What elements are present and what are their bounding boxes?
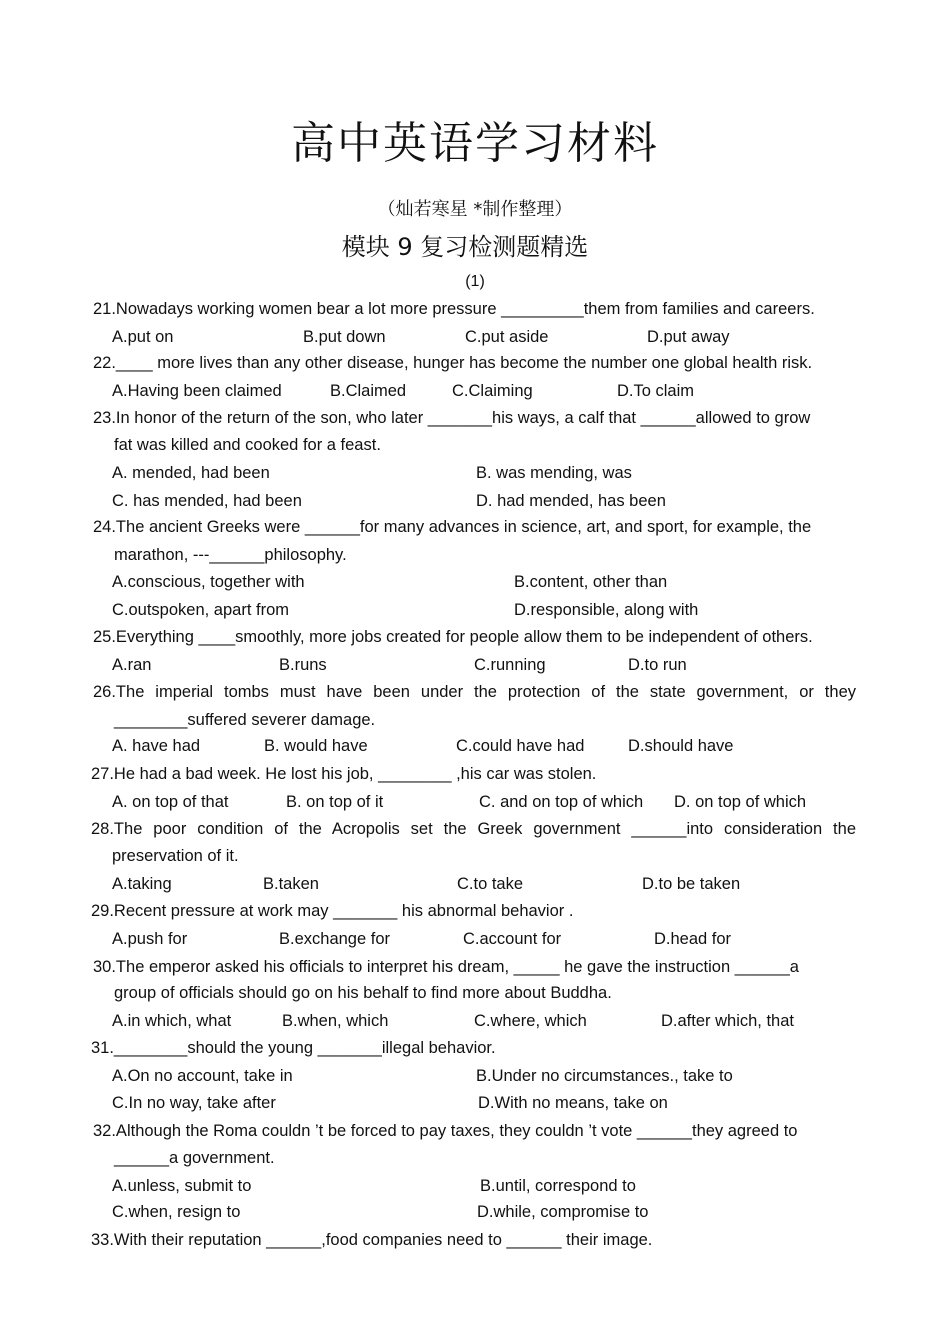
question-29-option-d: D.head for [654, 930, 732, 948]
question-26-option-c: C.could have had [456, 737, 585, 755]
question-27-option-b: B. on top of it [286, 793, 384, 811]
question-21-option-b: B.put down [303, 328, 386, 346]
question-23-option-a: A. mended, had been [112, 464, 270, 482]
question-32-option-b: B.until, correspond to [480, 1177, 636, 1195]
question-30-stem-line-2: group of officials should go on his behalf to find more about Buddha. [114, 984, 612, 1002]
question-25-option-b: B.runs [279, 656, 327, 674]
document-title: 高中英语学习材料 [291, 118, 659, 169]
question-26-stem-line-1: 26.The imperial tombs must have been under the protection of the state government, or they [93, 683, 856, 701]
question-29-stem: 29.Recent pressure at work may _______ his abnormal behavior . [91, 902, 574, 920]
question-21-option-a: A.put on [112, 328, 174, 346]
question-22-option-c: C.Claiming [452, 382, 533, 400]
question-30-option-b: B.when, which [282, 1012, 389, 1030]
question-24-stem-line-1: 24.The ancient Greeks were ______for many advances in science, art, and sport, for example, the [93, 518, 812, 536]
question-24-option-a: A.conscious, together with [112, 573, 305, 591]
question-32-option-c: C.when, resign to [112, 1203, 241, 1221]
question-28-option-b: B.taken [263, 875, 319, 893]
question-26-option-b: B. would have [264, 737, 368, 755]
question-22-option-a: A.Having been claimed [112, 382, 282, 400]
question-23-option-d: D. had mended, has been [476, 492, 666, 510]
question-32-stem-line-2: ______a government. [114, 1149, 275, 1167]
question-28-option-d: D.to be taken [642, 875, 741, 893]
question-28-option-c: C.to take [457, 875, 524, 893]
question-25-option-c: C.running [474, 656, 546, 674]
question-29-option-a: A.push for [112, 930, 188, 948]
question-22-option-b: B.Claimed [330, 382, 407, 400]
question-31-option-d: D.With no means, take on [478, 1094, 668, 1112]
question-33-stem: 33.With their reputation ______,food companies need to ______ their image. [91, 1231, 653, 1249]
question-26-option-d: D.should have [628, 737, 734, 755]
question-23-option-b: B. was mending, was [476, 464, 632, 482]
section-title: 模块 9 复习检测题精选 [341, 233, 589, 261]
question-27-option-d: D. on top of which [674, 793, 807, 811]
question-27-option-a: A. on top of that [112, 793, 229, 811]
question-27-option-c: C. and on top of which [479, 793, 644, 811]
question-26-stem-line-2: ________suffered severer damage. [114, 711, 376, 729]
credit-line: （灿若寒星 *制作整理） [377, 199, 573, 220]
question-32-option-a: A.unless, submit to [112, 1177, 252, 1195]
question-23-option-c: C. has mended, had been [112, 492, 302, 510]
question-23-stem-line-1: 23.In honor of the return of the son, who later _______his ways, a calf that ______allowed to grow [93, 409, 811, 427]
question-25-stem: 25.Everything ____smoothly, more jobs created for people allow them to be independent of others. [93, 628, 813, 646]
question-25-option-a: A.ran [112, 656, 152, 674]
question-24-stem-line-2: marathon, ---______philosophy. [114, 546, 347, 564]
question-22-stem: 22.____ more lives than any other disease, hunger has become the number one global health risk. [93, 354, 813, 372]
question-30-option-d: D.after which, that [661, 1012, 794, 1030]
question-31-option-b: B.Under no circumstances., take to [476, 1067, 733, 1085]
part-number: (1) [465, 273, 485, 290]
question-28-option-a: A.taking [112, 875, 172, 893]
question-32-option-d: D.while, compromise to [477, 1203, 649, 1221]
question-28-stem-line-2: preservation of it. [112, 847, 239, 865]
question-32-stem-line-1: 32.Although the Roma couldn ’t be forced to pay taxes, they couldn ’t vote ______they agreed to [93, 1122, 798, 1140]
question-31-stem: 31.________should the young _______illegal behavior. [91, 1039, 496, 1057]
question-30-option-a: A.in which, what [112, 1012, 232, 1030]
question-23-stem-line-2: fat was killed and cooked for a feast. [114, 436, 381, 454]
question-24-option-d: D.responsible, along with [514, 601, 699, 619]
question-31-option-c: C.In no way, take after [112, 1094, 276, 1112]
question-30-stem-line-1: 30.The emperor asked his officials to interpret his dream, _____ he gave the instruction ______a [93, 958, 799, 976]
question-29-option-c: C.account for [463, 930, 562, 948]
question-28-stem-line-1: 28.The poor condition of the Acropolis set the Greek government ______into consideration the [91, 820, 856, 838]
question-21-option-d: D.put away [647, 328, 730, 346]
question-21-option-c: C.put aside [465, 328, 549, 346]
question-24-option-b: B.content, other than [514, 573, 668, 591]
question-30-option-c: C.where, which [474, 1012, 587, 1030]
question-25-option-d: D.to run [628, 656, 687, 674]
question-21-stem: 21.Nowadays working women bear a lot more pressure _________them from families and careers. [93, 300, 815, 318]
question-26-option-a: A. have had [112, 737, 201, 755]
question-31-option-a: A.On no account, take in [112, 1067, 293, 1085]
question-24-option-c: C.outspoken, apart from [112, 601, 290, 619]
question-29-option-b: B.exchange for [279, 930, 390, 948]
question-27-stem: 27.He had a bad week. He lost his job, ________ ,his car was stolen. [91, 765, 597, 783]
question-22-option-d: D.To claim [617, 382, 695, 400]
